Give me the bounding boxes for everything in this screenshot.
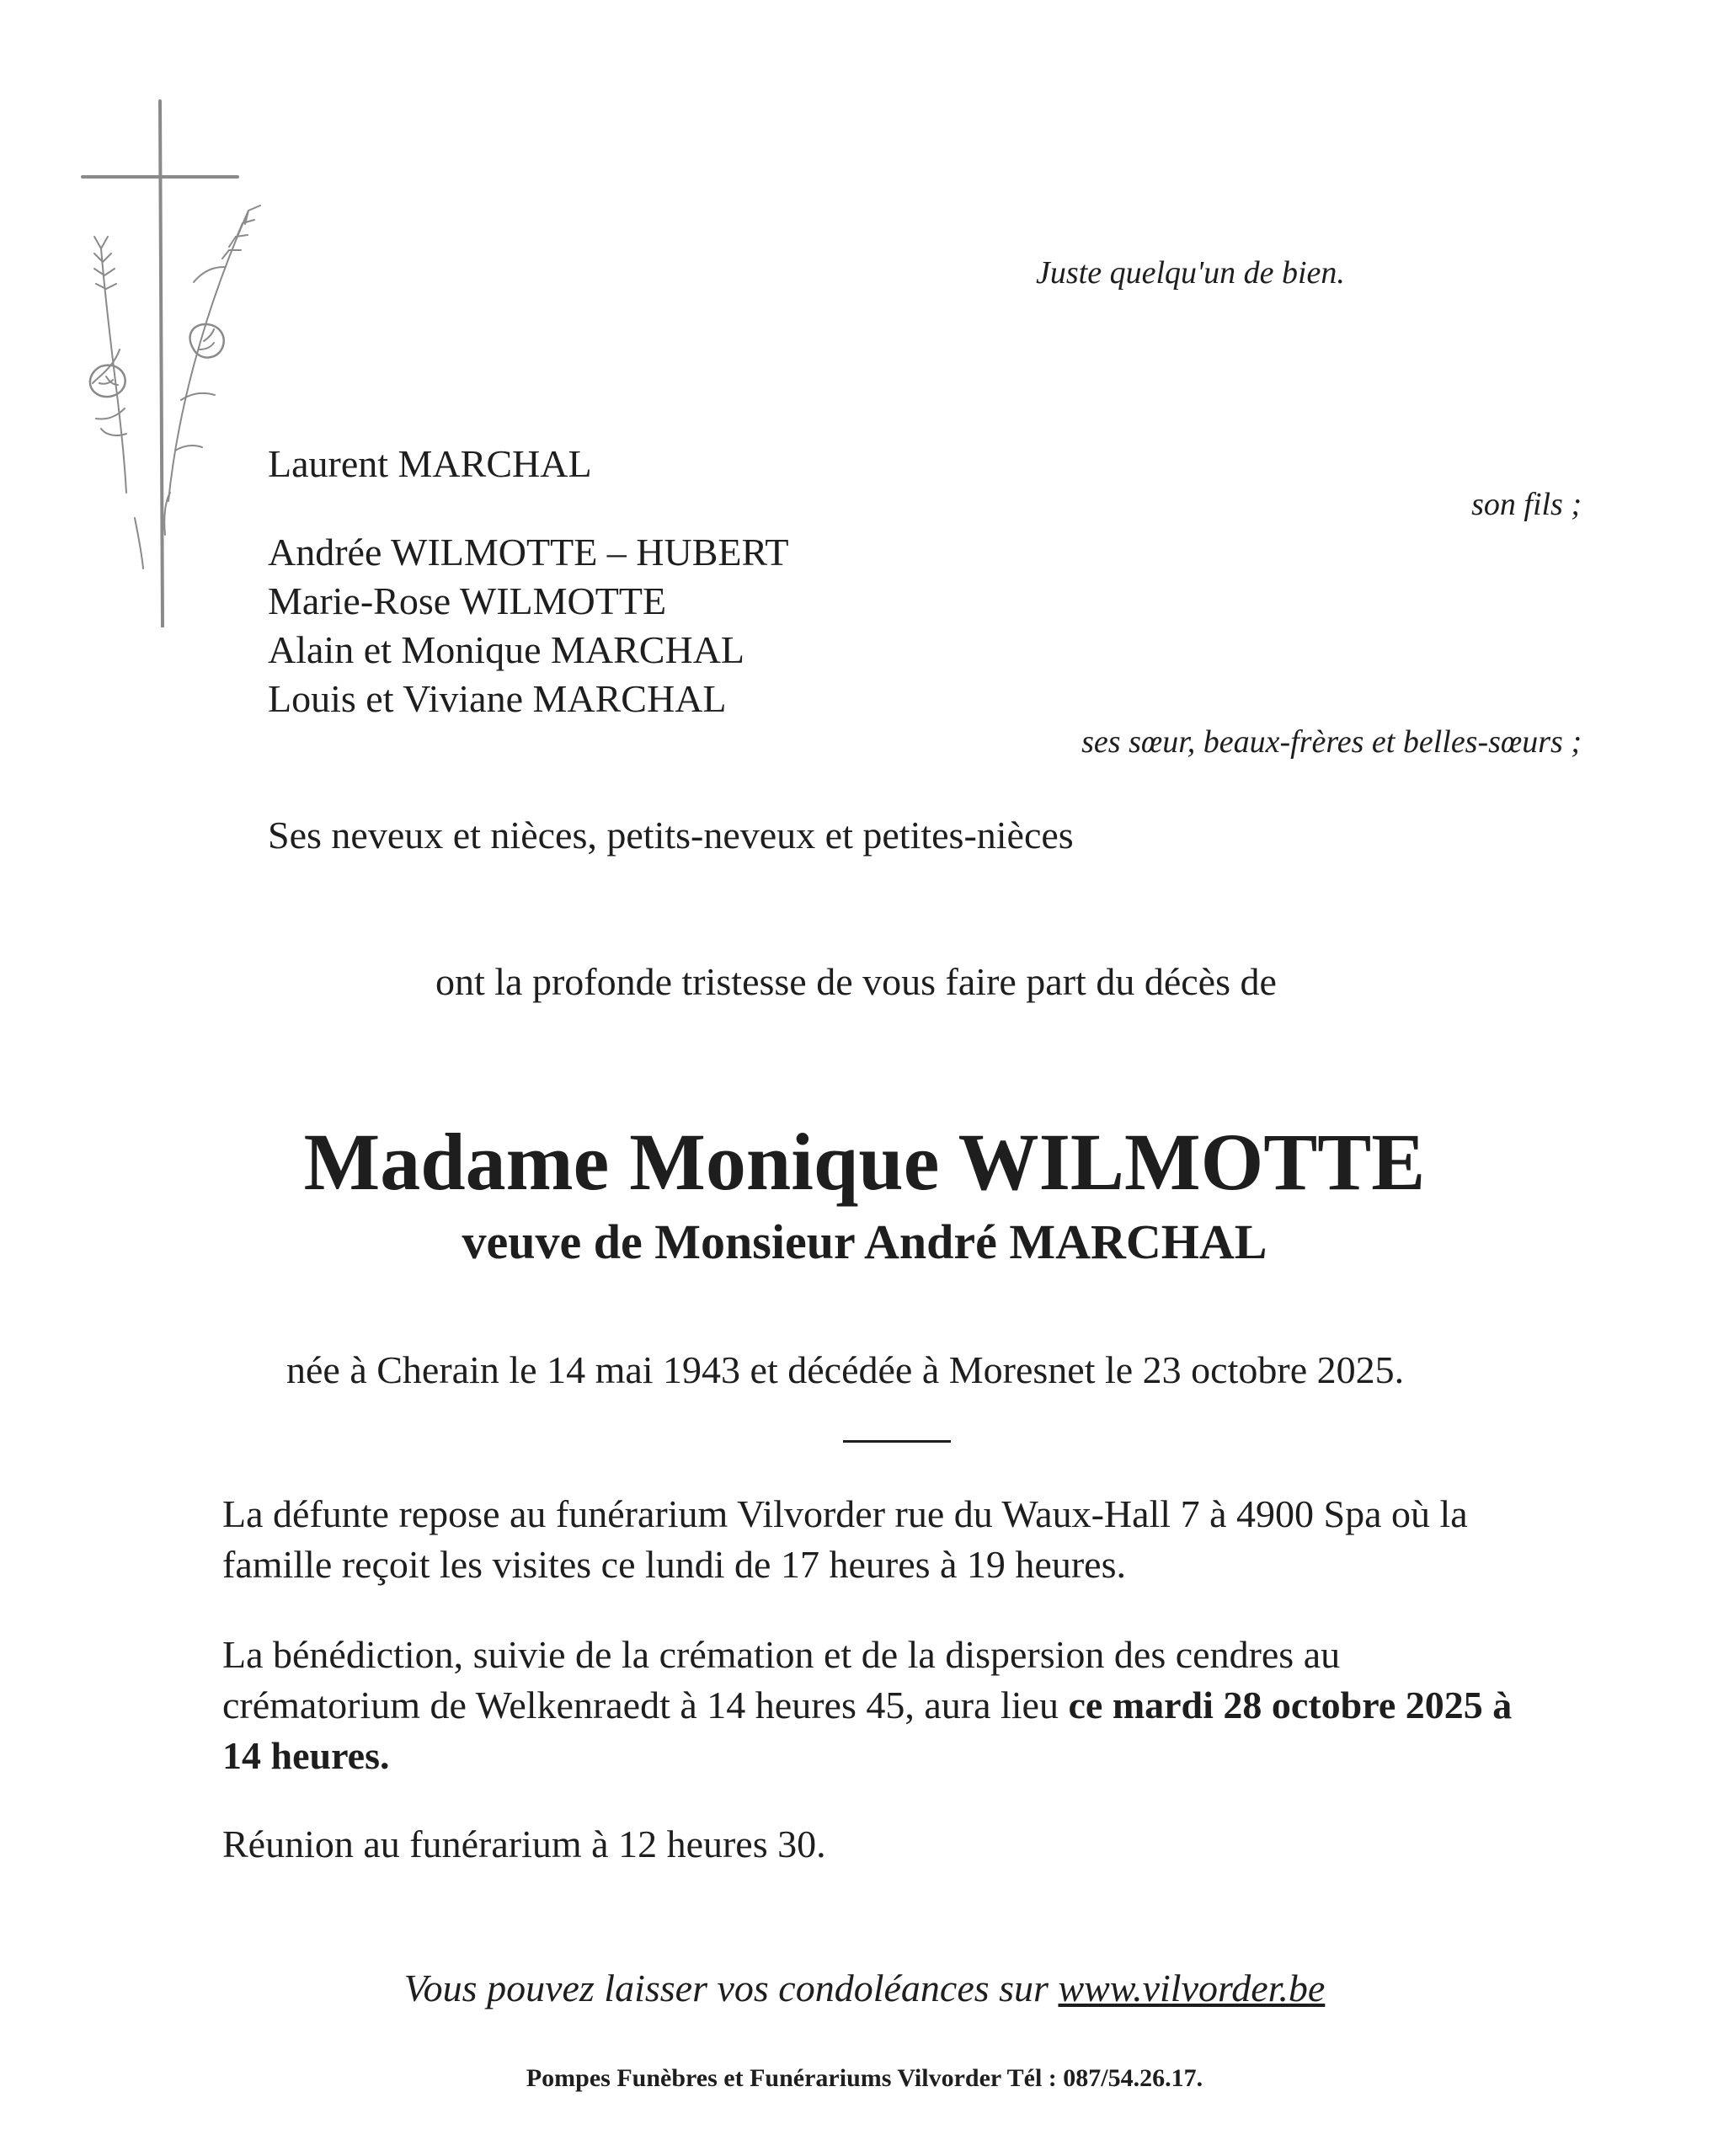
ceremony-text: La bénédiction, suivie de la crémation et de la dispersion des cendres au crématorium de Welkenraedt à 14 heures 45, aura lieu [222, 1633, 1341, 1726]
visitation-paragraph: La défunte repose au funérarium Vilvorder rue du Waux-Hall 7 à 4900 Spa où la famille reçoit les visites ce lundi de 17 heures à 19 heures. [222, 1492, 1468, 1586]
condolences-line [0, 1964, 1729, 2013]
son-relation: son fils ; [1471, 487, 1582, 522]
ceremony-date: ce mardi 28 octobre 2025 à 14 heures. [222, 1684, 1513, 1777]
birth-death-dates: née à Cherain le 14 mai 1943 et décédée à Moresnet le 23 octobre 2025. [286, 1348, 1405, 1391]
ceremony-paragraph [222, 1630, 1536, 1781]
deceased-spouse: veuve de Monsieur André MARCHAL [462, 1214, 1267, 1269]
son-name: Laurent MARCHAL [268, 442, 592, 485]
sibling-name: Marie-Rose WILMOTTE [268, 579, 667, 622]
meeting-paragraph: Réunion au funérarium à 12 heures 30. [222, 1822, 826, 1865]
siblings-list [268, 528, 789, 723]
deceased-name: Madame Monique WILMOTTE [303, 1117, 1426, 1207]
nephews-line: Ses neveux et nièces, petits-neveux et petites-nièces [268, 814, 1074, 857]
separator-line [843, 1440, 951, 1443]
cross-with-flowers-icon [76, 97, 278, 627]
sibling-name: Alain et Monique MARCHAL [268, 628, 745, 671]
siblings-relation: ses sœur, beaux-frères et belles-sœurs ; [1081, 724, 1582, 760]
condolences-text: Vous pouvez laisser vos condoléances sur [403, 1967, 1049, 2009]
condolences-link[interactable]: www.vilvorder.be [1058, 1967, 1326, 2009]
sibling-name: Andrée WILMOTTE – HUBERT [268, 531, 789, 574]
motto: Juste quelqu'un de bien. [1036, 255, 1345, 291]
sibling-name: Louis et Viviane MARCHAL [268, 677, 727, 720]
footer-contact: Pompes Funèbres et Funérariums Vilvorder Tél : 087/54.26.17. [526, 2064, 1203, 2092]
announcement: ont la profonde tristesse de vous faire part du décès de [435, 960, 1277, 1003]
